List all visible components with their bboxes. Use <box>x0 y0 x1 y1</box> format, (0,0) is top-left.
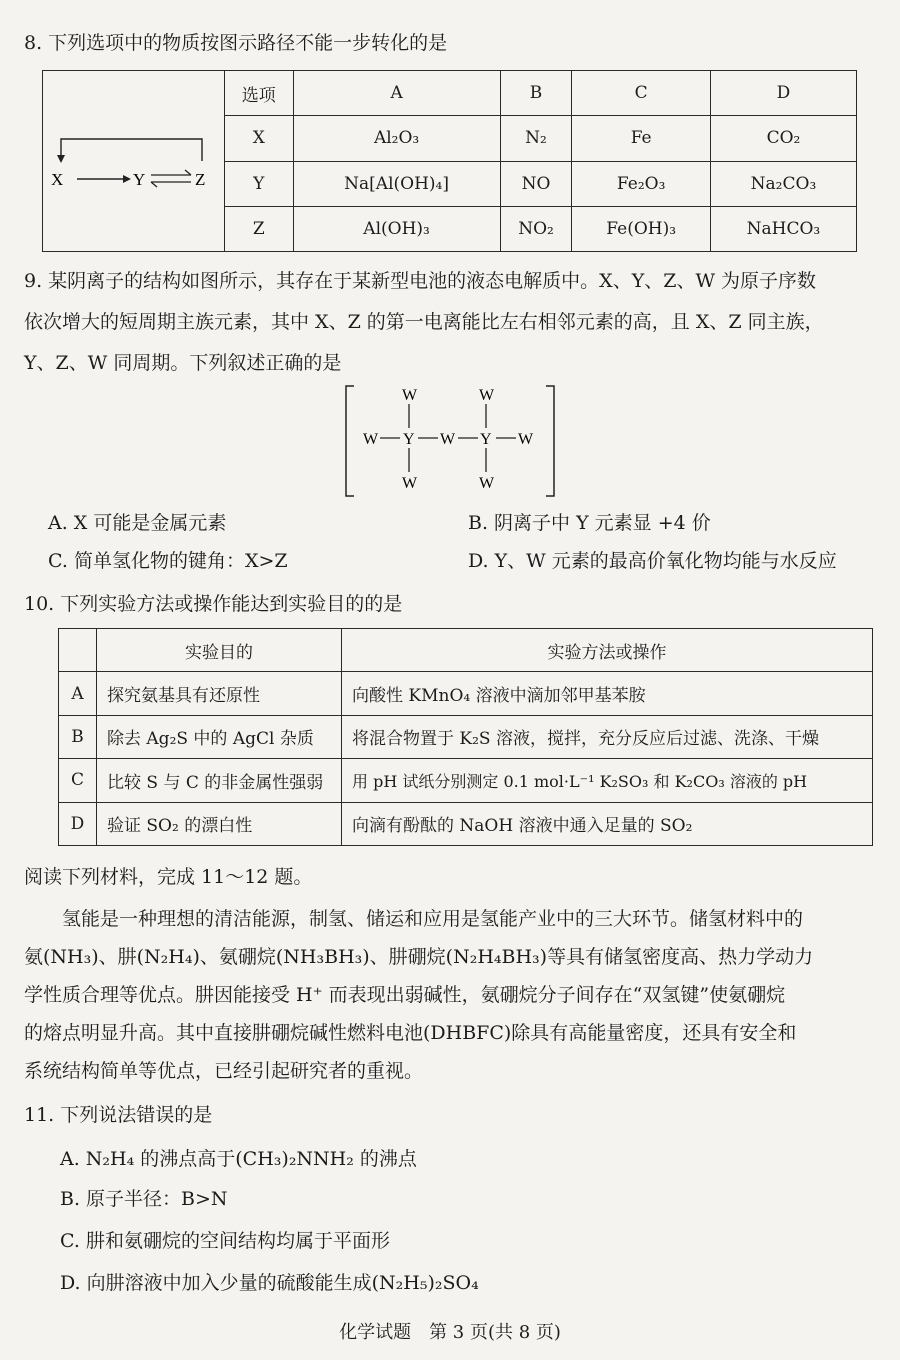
diagram-y: Y <box>132 170 145 189</box>
q8-header-option: 选项 <box>225 71 294 116</box>
q8-cell: NO <box>500 161 572 206</box>
q10-row-label: C <box>59 759 97 802</box>
q11-option-a: A. N₂H₄ 的沸点高于(CH₃)₂NNH₂ 的沸点 <box>60 1148 417 1170</box>
q10-purpose: 探究氨基具有还原性 <box>97 672 342 715</box>
q10-purpose: 除去 Ag₂S 中的 AgCl 杂质 <box>97 715 342 758</box>
q8-cell: NO₂ <box>500 206 572 251</box>
q8-cell: NaHCO₃ <box>710 206 856 251</box>
q9-stem-line1: 9. 某阴离子的结构如图所示，其存在于某新型电池的液态电解质中。X、Y、Z、W 为原子序数 <box>24 270 817 292</box>
q10-header-blank <box>59 629 97 672</box>
atom-w: W <box>402 387 418 404</box>
q8-cell: Z <box>225 206 294 251</box>
q8-cell: Na[Al(OH)₄] <box>293 161 500 206</box>
q11-option-d: D. 向肼溶液中加入少量的硫酸能生成(N₂H₅)₂SO₄ <box>60 1272 479 1294</box>
q10-method: 用 pH 试纸分别测定 0.1 mol·L⁻¹ K₂SO₃ 和 K₂CO₃ 溶液的 pH <box>342 759 873 802</box>
q8-conversion-diagram <box>49 121 219 201</box>
q8-diagram-cell <box>43 71 225 252</box>
q8-cell: N₂ <box>500 116 572 161</box>
table-row <box>59 759 873 802</box>
reading-intro: 阅读下列材料，完成 11～12 题。 <box>24 866 313 888</box>
q10-row-label: D <box>59 802 97 845</box>
atom-w: W <box>479 387 495 404</box>
table-row <box>59 802 873 845</box>
q10-method: 向酸性 KMnO₄ 溶液中滴加邻甲基苯胺 <box>342 672 873 715</box>
q8-header-b: B <box>500 71 572 116</box>
q10-table <box>58 628 873 846</box>
q11-option-b: B. 原子半径：B>N <box>60 1188 228 1210</box>
q10-row-label: A <box>59 672 97 715</box>
reading-line: 氨(NH₃)、肼(N₂H₄)、氨硼烷(NH₃BH₃)、肼硼烷(N₂H₄BH₃)等具有储氢密度高、热力学动力 <box>24 946 814 968</box>
q8-cell: Fe(OH)₃ <box>572 206 711 251</box>
q10-header-purpose: 实验目的 <box>97 629 342 672</box>
q8-cell: CO₂ <box>710 116 856 161</box>
q8-header-c: C <box>572 71 711 116</box>
reading-line: 的熔点明显升高。其中直接肼硼烷碱性燃料电池(DHBFC)除具有高能量密度，还具有安全和 <box>24 1022 797 1044</box>
q10-header-method: 实验方法或操作 <box>342 629 873 672</box>
reading-line: 氢能是一种理想的清洁能源，制氢、储运和应用是氢能产业中的三大环节。储氢材料中的 <box>62 908 804 930</box>
reading-line: 学性质合理等优点。肼因能接受 H⁺ 而表现出弱碱性，氨硼烷分子间存在“双氢键”使氨硼烷 <box>24 984 786 1006</box>
q10-method: 将混合物置于 K₂S 溶液，搅拌，充分反应后过滤、洗涤、干燥 <box>342 715 873 758</box>
q9-anion-structure <box>336 382 566 500</box>
q9-stem-line3: Y、Z、W 同周期。下列叙述正确的是 <box>24 352 342 374</box>
atom-w: W <box>479 475 495 492</box>
q11-stem: 11. 下列说法错误的是 <box>24 1104 213 1126</box>
q8-header-d: D <box>710 71 856 116</box>
diagram-z: Z <box>194 170 205 189</box>
q8-header-a: A <box>293 71 500 116</box>
atom-y: Y <box>480 431 492 448</box>
q9-stem-line2: 依次增大的短周期主族元素，其中 X、Z 的第一电离能比左右相邻元素的高，且 X、Z 同主族， <box>24 311 824 333</box>
q9-option-d: D. Y、W 元素的最高价氧化物均能与水反应 <box>468 550 837 572</box>
atom-w: W <box>363 431 379 448</box>
q9-option-c: C. 简单氢化物的键角：X>Z <box>48 550 288 572</box>
q8-cell: Fe <box>572 116 711 161</box>
q11-option-c: C. 肼和氨硼烷的空间结构均属于平面形 <box>60 1230 390 1252</box>
atom-w: W <box>518 431 534 448</box>
q8-cell: Al₂O₃ <box>293 116 500 161</box>
table-row <box>59 715 873 758</box>
q10-purpose: 比较 S 与 C 的非金属性强弱 <box>97 759 342 802</box>
q8-stem: 8. 下列选项中的物质按图示路径不能一步转化的是 <box>24 32 448 54</box>
atom-y: Y <box>403 431 415 448</box>
q10-row-label: B <box>59 715 97 758</box>
q8-cell: Na₂CO₃ <box>710 161 856 206</box>
page-footer: 化学试题 第 3 页(共 8 页) <box>339 1322 561 1343</box>
q10-purpose: 验证 SO₂ 的漂白性 <box>97 802 342 845</box>
reading-line: 系统结构简单等优点，已经引起研究者的重视。 <box>24 1060 424 1082</box>
q8-cell: X <box>225 116 294 161</box>
q10-stem: 10. 下列实验方法或操作能达到实验目的的是 <box>24 593 403 615</box>
q8-cell: Fe₂O₃ <box>572 161 711 206</box>
q8-cell: Al(OH)₃ <box>293 206 500 251</box>
atom-w: W <box>402 475 418 492</box>
diagram-x: X <box>50 170 63 189</box>
atom-w: W <box>440 431 456 448</box>
table-row <box>59 672 873 715</box>
q9-option-a: A. X 可能是金属元素 <box>48 512 227 534</box>
q10-method: 向滴有酚酞的 NaOH 溶液中通入足量的 SO₂ <box>342 802 873 845</box>
q8-cell: Y <box>225 161 294 206</box>
q9-option-b: B. 阴离子中 Y 元素显 +4 价 <box>468 512 711 534</box>
q8-table <box>42 70 857 252</box>
